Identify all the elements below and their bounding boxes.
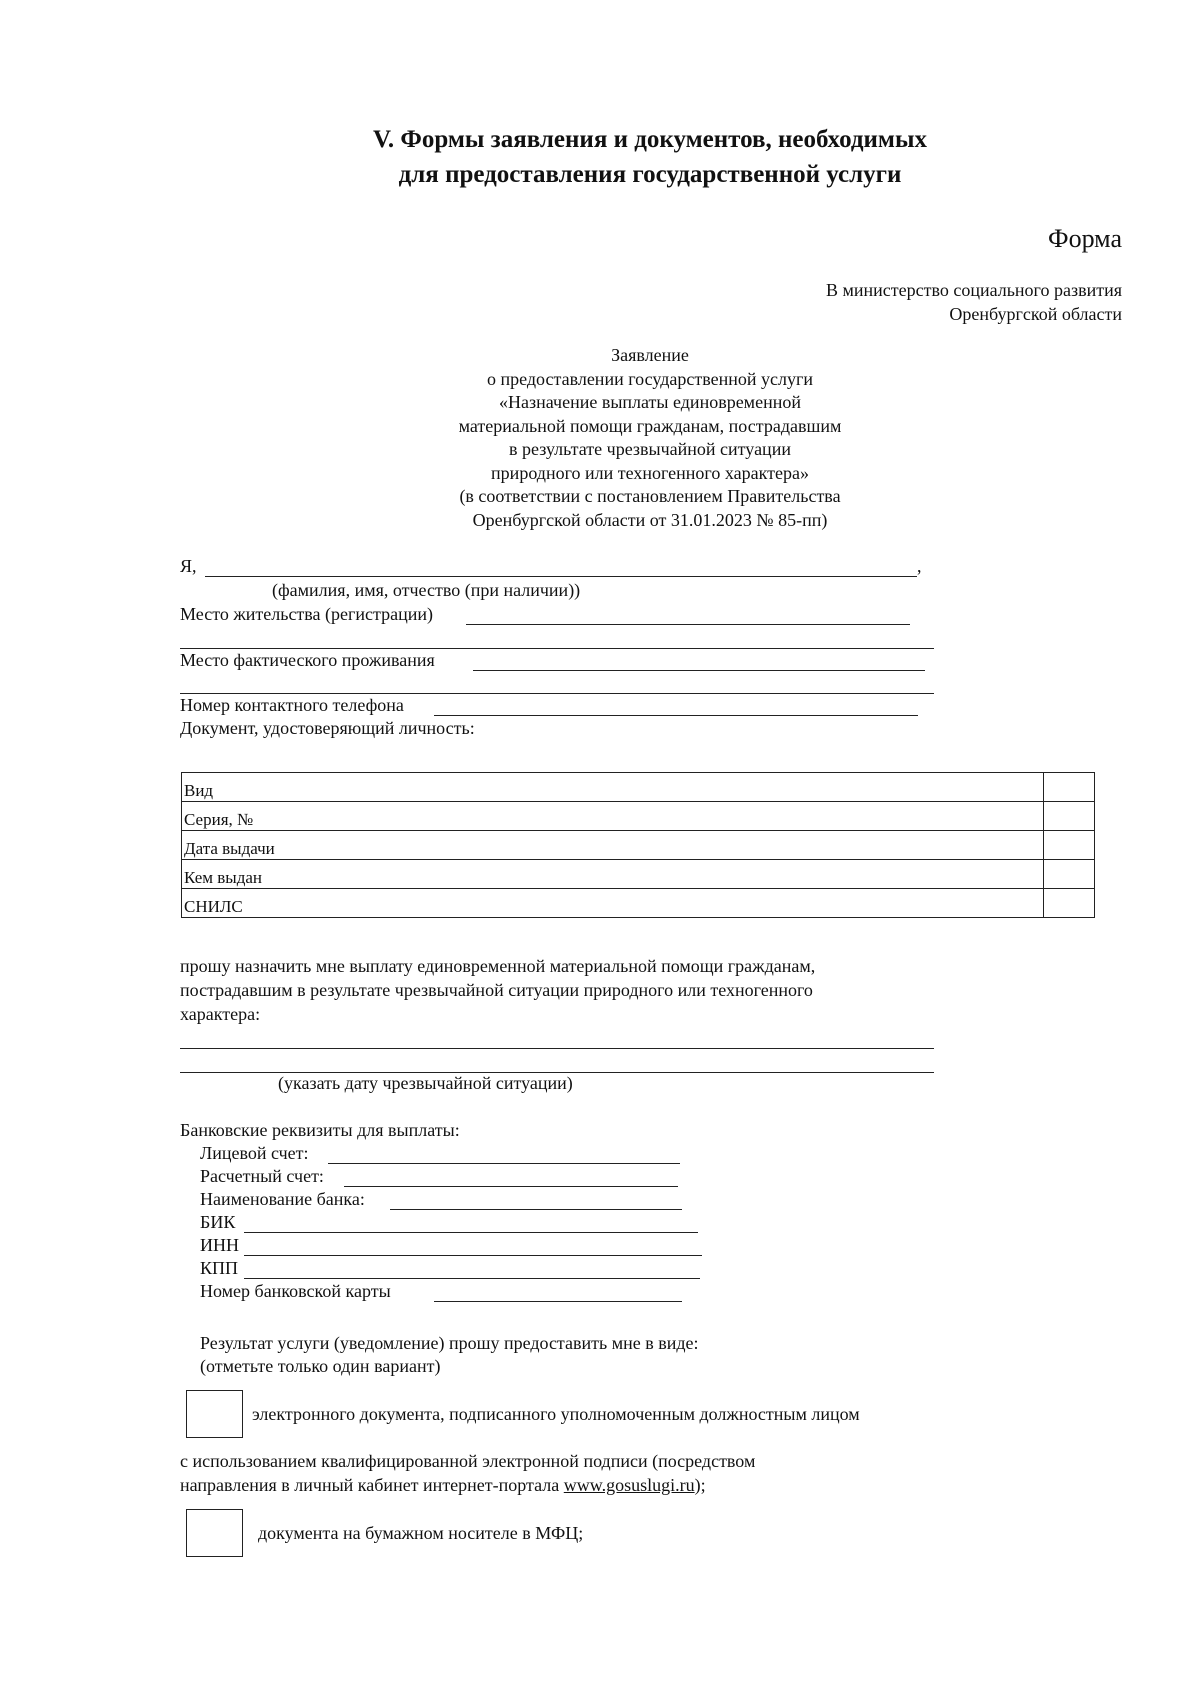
option-electronic-cont-1: с использованием квалифицированной электронной подписи (посредством [180,1451,756,1471]
request-line-3: характера: [180,1004,261,1024]
table-cell-label: Дата выдачи [182,831,1044,860]
application-heading-line: природного или техногенного характера» [491,462,809,483]
residence-field-line-2[interactable] [180,648,934,649]
personal-account-line[interactable] [328,1163,680,1164]
table-cell-value[interactable] [1044,802,1095,831]
inn-label: ИНН [200,1235,239,1255]
request-line-2: пострадавшим в результате чрезвычайной ситуации природного или техногенного [180,980,813,1000]
application-heading-line: Заявление [611,345,689,365]
i-prefix: Я, [180,556,197,576]
table-row [182,831,1095,860]
id-document-label: Документ, удостоверяющий личность: [180,718,475,738]
table-cell-value[interactable] [1044,860,1095,889]
i-suffix: , [917,556,922,576]
table-cell-label: Вид [182,773,1044,802]
residence-field-line[interactable] [466,624,910,625]
table-row [182,860,1095,889]
table-cell-value[interactable] [1044,831,1095,860]
bank-name-label: Наименование банка: [200,1189,365,1209]
option-electronic-label: электронного документа, подписанного уполномоченным должностным лицом [252,1404,860,1424]
personal-account-label: Лицевой счет: [200,1143,309,1163]
result-line-2: (отметьте только один вариант) [200,1356,441,1376]
application-heading-line: «Назначение выплаты единовременной [499,392,801,412]
id-document-table [181,772,1095,918]
gosuslugi-link[interactable]: www.gosuslugi.ru [563,1475,695,1495]
page-title [0,122,1200,192]
addressee [826,278,1122,326]
application-heading-line: (в соответствии с постановлением Правительства [459,486,841,506]
kpp-label: КПП [200,1258,239,1278]
actual-residence-field-line[interactable] [473,670,925,671]
form-label: Форма [1048,224,1122,253]
table-cell-label: Кем выдан [182,860,1044,889]
kpp-line[interactable] [244,1278,700,1279]
title-line-2: для предоставления государственной услуги [398,161,902,188]
emergency-date-line-1[interactable] [180,1048,934,1049]
addressee-line-2: Оренбургской области [949,304,1122,324]
fio-hint: (фамилия, имя, отчество (при наличии)) [272,580,581,600]
option-electronic-checkbox[interactable] [186,1390,243,1438]
application-heading-line: о предоставлении государственной услуги [487,368,813,389]
table-cell-label: СНИЛС [182,889,1044,918]
bank-header: Банковские реквизиты для выплаты: [180,1120,460,1140]
application-heading [0,344,1200,532]
bik-label: БИК [200,1212,236,1232]
option-electronic-cont-2-post: ); [694,1475,706,1495]
bank-name-line[interactable] [390,1209,682,1210]
settlement-account-line[interactable] [344,1186,678,1187]
application-heading-line: Оренбургской области от 31.01.2023 № 85-пп) [472,509,828,530]
option-paper-label: документа на бумажном носителе в МФЦ; [258,1523,584,1543]
option-electronic-cont-2 [180,1475,706,1496]
table-cell-value[interactable] [1044,889,1095,918]
application-heading-line: в результате чрезвычайной ситуации [509,439,791,459]
card-number-line[interactable] [434,1301,682,1302]
table-cell-value[interactable] [1044,773,1095,802]
request-line-1: прошу назначить мне выплату единовременной материальной помощи гражданам, [180,956,816,976]
residence-label: Место жительства (регистрации) [180,604,434,624]
actual-residence-label: Место фактического проживания [180,650,435,670]
card-number-label: Номер банковской карты [200,1281,391,1301]
inn-line[interactable] [244,1255,702,1256]
option-electronic-cont-2-pre: направления в личный кабинет интернет-портала [180,1475,564,1495]
option-paper-checkbox[interactable] [186,1509,243,1557]
addressee-line-1: В министерство социального развития [825,280,1122,300]
emergency-date-hint: (указать дату чрезвычайной ситуации) [278,1073,573,1093]
table-row [182,889,1095,918]
phone-label: Номер контактного телефона [180,695,404,715]
bik-line[interactable] [244,1232,698,1233]
actual-residence-field-line-2[interactable] [180,693,934,694]
phone-field-line[interactable] [434,715,918,716]
settlement-account-label: Расчетный счет: [200,1166,324,1186]
fio-field-line[interactable] [205,576,917,577]
application-heading-line: материальной помощи гражданам, пострадавшим [458,415,842,436]
table-cell-label: Серия, № [182,802,1044,831]
table-row [182,802,1095,831]
result-line-1: Результат услуги (уведомление) прошу предоставить мне в виде: [200,1333,699,1353]
title-line-1: V. Формы заявления и документов, необходимых [373,126,927,153]
table-row [182,773,1095,802]
